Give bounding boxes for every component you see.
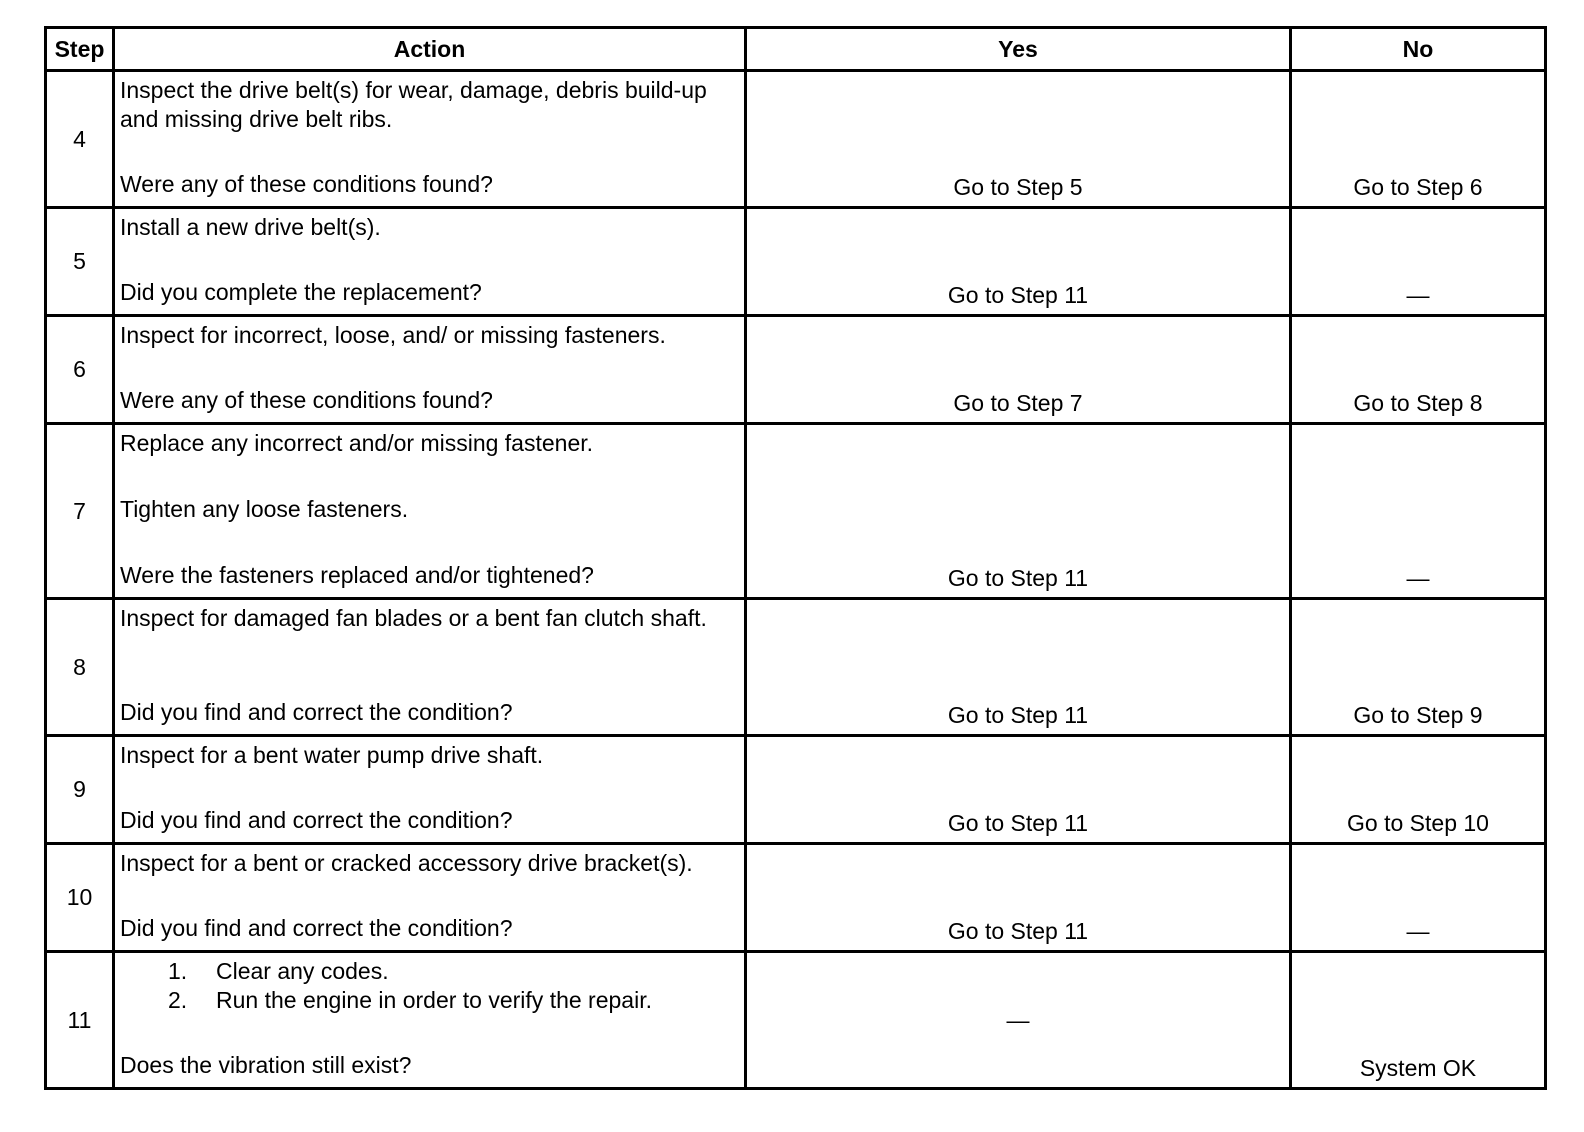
yes-result: Go to Step 7: [746, 316, 1291, 424]
action-text: Inspect for a bent water pump drive shaft.: [120, 742, 544, 768]
action-question: Were any of these conditions found?: [120, 387, 493, 413]
yes-result: Go to Step 11: [746, 208, 1291, 316]
list-item: [168, 986, 738, 1015]
action-text: Inspect the drive belt(s) for wear, damage, debris build-up and missing drive belt ribs.: [120, 77, 707, 132]
action-text: Inspect for incorrect, loose, and/ or missing fasteners.: [120, 322, 666, 348]
no-result: System OK: [1291, 952, 1546, 1089]
list-item-number: 1.: [168, 958, 188, 984]
action-text: Inspect for a bent or cracked accessory drive bracket(s).: [120, 850, 693, 876]
step-number: 9: [46, 736, 114, 844]
no-result: Go to Step 6: [1291, 71, 1546, 208]
yes-result: Go to Step 11: [746, 599, 1291, 736]
step-number: 7: [46, 424, 114, 599]
action-text: Replace any incorrect and/or missing fastener.: [120, 430, 594, 456]
action-question: Did you complete the replacement?: [120, 279, 482, 305]
action-question: Did you find and correct the condition?: [120, 807, 513, 833]
table-row: [46, 736, 1546, 844]
list-item: [168, 957, 738, 986]
action-question: Were any of these conditions found?: [120, 171, 493, 197]
action-cell: [114, 316, 746, 424]
action-cell: [114, 208, 746, 316]
action-cell: [114, 599, 746, 736]
list-item-text: Run the engine in order to verify the repair.: [216, 987, 652, 1013]
step-number: 11: [46, 952, 114, 1089]
table-row: [46, 71, 1546, 208]
yes-result: Go to Step 11: [746, 736, 1291, 844]
table-row: [46, 424, 1546, 599]
step-number: 5: [46, 208, 114, 316]
table-row: [46, 316, 1546, 424]
no-result: Go to Step 9: [1291, 599, 1546, 736]
table-row: [46, 952, 1546, 1089]
header-step: Step: [46, 28, 114, 71]
yes-result: —: [746, 952, 1291, 1089]
action-text: Install a new drive belt(s).: [120, 214, 381, 240]
table-row: [46, 844, 1546, 952]
action-question: Does the vibration still exist?: [120, 1052, 412, 1078]
header-row: [46, 28, 1546, 71]
step-number: 8: [46, 599, 114, 736]
action-cell: [114, 844, 746, 952]
header-no: No: [1291, 28, 1546, 71]
action-question: Were the fasteners replaced and/or tightened?: [120, 562, 594, 588]
header-action: Action: [114, 28, 746, 71]
action-text-secondary: Tighten any loose fasteners.: [120, 496, 409, 522]
action-question: Did you find and correct the condition?: [120, 915, 513, 941]
yes-result: Go to Step 5: [746, 71, 1291, 208]
action-cell: [114, 424, 746, 599]
step-number: 6: [46, 316, 114, 424]
no-result: —: [1291, 424, 1546, 599]
list-item-text: Clear any codes.: [216, 958, 389, 984]
action-question: Did you find and correct the condition?: [120, 699, 513, 725]
step-number: 10: [46, 844, 114, 952]
table-row: [46, 208, 1546, 316]
action-cell: [114, 736, 746, 844]
action-cell: [114, 952, 746, 1089]
action-cell: [114, 71, 746, 208]
diagnostic-table: [44, 26, 1547, 1090]
header-yes: Yes: [746, 28, 1291, 71]
no-result: Go to Step 10: [1291, 736, 1546, 844]
no-result: —: [1291, 208, 1546, 316]
yes-result: Go to Step 11: [746, 844, 1291, 952]
no-result: Go to Step 8: [1291, 316, 1546, 424]
list-item-number: 2.: [168, 987, 188, 1013]
step-number: 4: [46, 71, 114, 208]
table-row: [46, 599, 1546, 736]
no-result: —: [1291, 844, 1546, 952]
numbered-list: [120, 957, 738, 1015]
action-text: Inspect for damaged fan blades or a bent fan clutch shaft.: [120, 605, 707, 631]
yes-result: Go to Step 11: [746, 424, 1291, 599]
